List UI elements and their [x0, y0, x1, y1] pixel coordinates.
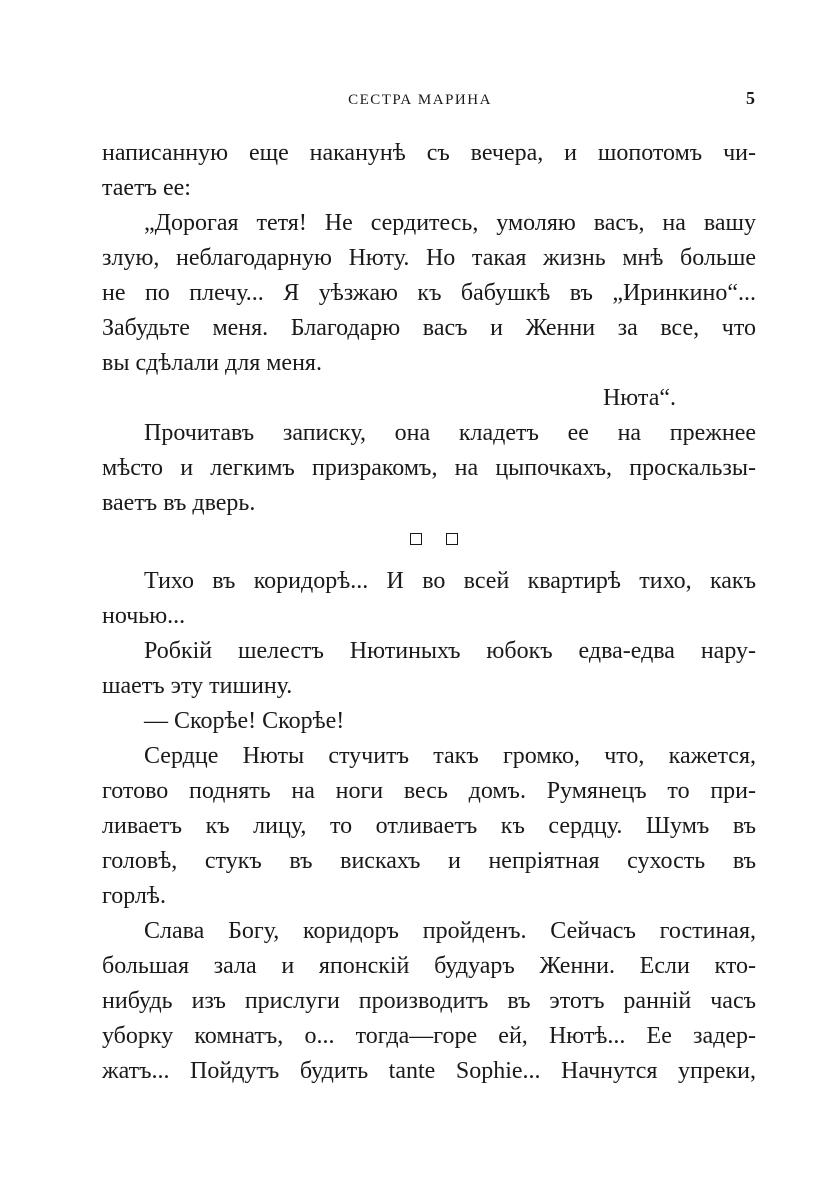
paragraph [102, 564, 756, 634]
paragraph [102, 634, 756, 704]
text-line: Робкій шелестъ Нютиныхъ юбокъ едва-едва нару- [144, 638, 756, 664]
page-number: 5 [746, 88, 755, 108]
signature-line: Нюта“. [602, 385, 676, 411]
text-line: уборку комнатъ, о... тогда—горе ей, Нютѣ... Ее задер- [102, 1023, 756, 1049]
running-title: СЕСТРА МАРИНА [348, 92, 492, 108]
text-line: ваетъ въ дверь. [102, 490, 256, 516]
text-line: „Дорогая тетя! Не сердитесь, умоляю васъ, на вашу [144, 210, 756, 236]
paragraph [102, 416, 756, 521]
paragraph [102, 914, 756, 1089]
letter-signature [102, 381, 756, 416]
text-line: злую, неблагодарную Нюту. Но такая жизнь мнѣ больше [102, 245, 756, 271]
text-line: ливаетъ къ лицу, то отливаетъ къ сердцу. Шумъ въ [102, 813, 756, 839]
square-ornament-icon [410, 533, 422, 545]
text-line: головѣ, стукъ въ вискахъ и непріятная сухость въ [102, 848, 756, 874]
text-line: вы сдѣлали для меня. [102, 350, 322, 376]
text-line: шаетъ эту тишину. [102, 673, 293, 699]
text-line: ночью... [102, 603, 186, 629]
letter-paragraph [102, 206, 756, 381]
text-line: Слава Богу, коридоръ пройденъ. Сейчасъ гостиная, [144, 918, 756, 944]
text-line: не по плечу... Я уѣзжаю къ бабушкѣ въ „Иринкино“... [102, 280, 756, 306]
text-line: Тихо въ коридорѣ... И во всей квартирѣ тихо, какъ [144, 568, 756, 594]
text-line: мѣсто и легкимъ призракомъ, на цыпочкахъ, проскальзы- [102, 455, 756, 481]
section-separator [102, 521, 756, 556]
text-line: готово поднять на ноги весь домъ. Румянецъ то при- [102, 778, 756, 804]
text-line: Прочитавъ записку, она кладетъ ее на прежнее [144, 420, 756, 446]
text-line: нибудь изъ прислуги производитъ въ этотъ ранній часъ [102, 988, 756, 1014]
paragraph [102, 136, 756, 206]
paragraph [102, 739, 756, 914]
text-line: Забудьте меня. Благодарю васъ и Женни за все, что [102, 315, 756, 341]
body-text [102, 136, 756, 1089]
text-line: — Скорѣе! Скорѣе! [144, 708, 345, 734]
text-line: Сердце Нюты стучитъ такъ громко, что, кажется, [144, 743, 756, 769]
square-ornament-icon [446, 533, 458, 545]
text-line: таетъ ее: [102, 175, 191, 201]
text-line: горлѣ. [102, 883, 166, 909]
text-line: написанную еще наканунѣ съ вечера, и шопотомъ чи- [102, 140, 756, 166]
dialogue-paragraph [102, 704, 756, 739]
text-line: жатъ... Пойдутъ будить tante Sophie... Начнутся упреки, [102, 1058, 756, 1084]
text-line: большая зала и японскій будуаръ Женни. Если кто- [102, 953, 756, 979]
